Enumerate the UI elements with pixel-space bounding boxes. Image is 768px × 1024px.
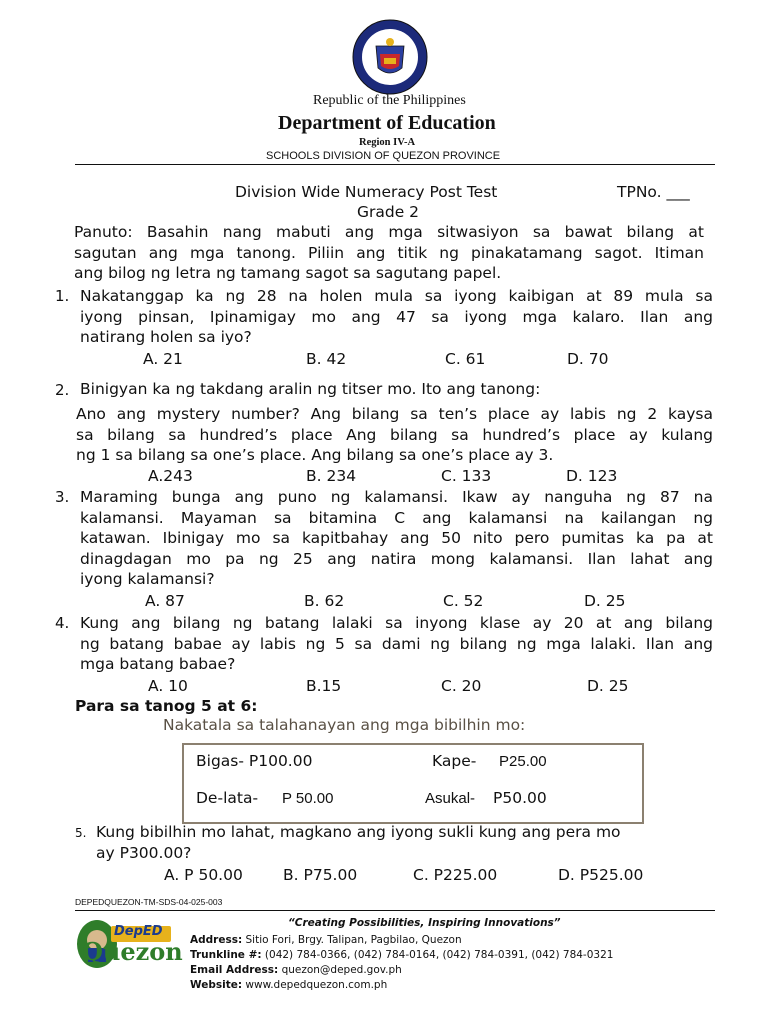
footer-website [190,978,387,993]
question-1-text [80,286,713,348]
choice-d[interactable]: D. 123 [566,467,618,485]
deped-seal-icon [351,18,429,96]
address-label: Address: [190,934,243,946]
choice-d[interactable]: D. P525.00 [558,866,644,884]
instructions-line: ang bilog ng letra ng tamang sagot sa sagutang papel. [74,264,502,282]
question-number: 4. [55,614,70,632]
footer-email [190,963,402,978]
choice-a[interactable]: A. 21 [143,350,183,368]
price-delata-label: De-lata- [196,789,259,807]
department-heading: Department of Education [278,112,496,134]
address-value: Sitio Fori, Brgy. Talipan, Pagbilao, Quezon [245,934,462,946]
question-line: Binigyan ka ng takdang aralin ng titser mo. Ito ang tanong: [80,380,541,398]
question-line: mga batang babae? [80,655,236,673]
price-kape-label: Kape- [432,752,477,770]
price-bigas: Bigas- P100.00 [196,752,313,770]
choice-c[interactable]: C. 133 [441,467,492,485]
email-label: Email Address: [190,964,279,976]
question-line: iyong kalamansi? [80,570,215,588]
question-4-text [80,613,713,675]
table-caption: Nakatala sa talahanayan ang mga bibilhin mo: [163,716,526,734]
logo-text-top: DepED [114,924,163,939]
question-line: natirang holen sa iyo? [80,328,252,346]
choice-b[interactable]: B. 234 [306,467,357,485]
question-line: kalamansi. Mayaman sa bitamina C ang kalamansi na kailangan ng [80,508,713,527]
choice-a[interactable]: A. 10 [148,677,188,695]
question-line: Nakatanggap ka ng 28 na holen mula sa iyong kaibigan at 89 mula sa [80,287,713,305]
question-line: ng batang babae ay labis ng 5 sa dami ng bilang ng mga lalaki. Ilan ang [80,634,713,653]
choice-c[interactable]: C. P225.00 [413,866,498,884]
header-rule [75,164,715,165]
price-kape-value: P25.00 [499,753,547,770]
website-value[interactable]: www.depedquezon.com.ph [245,979,388,991]
choice-c[interactable]: C. 52 [443,592,484,610]
choice-b[interactable]: B.15 [306,677,342,695]
section-heading: Para sa tanog 5 at 6: [75,697,258,715]
choice-b[interactable]: B. 62 [304,592,345,610]
question-number: 2. [55,381,70,399]
choice-d[interactable]: D. 25 [587,677,629,695]
trunkline-value: (042) 784-0366, (042) 784-0164, (042) 784-0391, (042) 784-0321 [264,949,614,961]
region-heading: Region IV-A [359,137,416,148]
question-line: iyong pinsan, Ipinamigay mo ang 47 sa iyong mga kalaro. Ilan ang [80,307,713,326]
question-line: Maraming bunga ang puno ng kalamansi. Ikaw ay nanguha ng 87 na [80,488,713,506]
instructions-line: Panuto: Basahin nang mabuti ang mga sitwasiyon sa bawat bilang at [74,223,704,241]
choice-a[interactable]: A. 87 [145,592,185,610]
footer-trunkline [190,948,613,963]
question-line: Kung ang bilang ng batang lalaki sa inyong klase ay 20 at ang bilang [80,614,713,632]
motto: “Creating Possibilities, Inspiring Innovations” [288,917,561,929]
footer-address [190,933,462,948]
choice-a[interactable]: A.243 [148,467,193,485]
logo-text-bottom: Quezon [82,937,183,966]
question-3-text [80,487,713,590]
question-2-text [76,404,713,466]
website-label: Website: [190,979,243,991]
division-heading: SCHOOLS DIVISION OF QUEZON PROVINCE [266,150,501,162]
question-line: Kung bibilhin mo lahat, magkano ang iyong sukli kung ang pera mo [96,823,621,841]
question-line: sa bilang sa hundred’s place Ang bilang sa hundred’s place ay kulang [76,425,713,444]
trunkline-label: Trunkline #: [190,949,262,961]
republic-heading: Republic of the Philippines [313,93,466,108]
question-number: 1. [55,287,70,305]
grade-label: Grade 2 [357,203,420,221]
instructions-line: sagutan ang mga tanong. Piliin ang titik ng pinakatamang sagot. Itiman [74,243,704,262]
tpno-field: TPNo. ___ [617,183,690,201]
instructions [74,222,704,284]
choice-a[interactable]: A. P 50.00 [164,866,243,884]
price-delata-value: P 50.00 [282,790,334,807]
test-title: Division Wide Numeracy Post Test [235,183,498,201]
question-line: dinagdagan mo pa ng 25 ang natira mong kalamansi. Ilan lahat ang [80,549,713,568]
choice-d[interactable]: D. 25 [584,592,626,610]
document-code: DEPEDQUEZON-TM-SDS-04-025-003 [75,897,223,907]
choice-b[interactable]: B. 42 [306,350,347,368]
question-number: 5. [75,826,87,840]
price-asukal-label: Asukal- [425,790,476,807]
question-line: ay P300.00? [96,844,192,862]
choice-c[interactable]: C. 61 [445,350,486,368]
question-line: ng 1 sa bilang sa one’s place. Ang bilang sa one’s place ay 3. [76,446,554,464]
question-line: Ano ang mystery number? Ang bilang sa ten’s place ay labis ng 2 kaysa [76,405,713,423]
question-line: katawan. Ibinigay mo sa kapitbahay ang 50 nito pero pumitas ka pa at [80,529,713,547]
price-asukal-value: P50.00 [493,789,547,807]
email-value[interactable]: quezon@deped.gov.ph [281,964,402,976]
choice-c[interactable]: C. 20 [441,677,482,695]
footer-rule [75,910,715,911]
choice-b[interactable]: B. P75.00 [283,866,358,884]
choice-d[interactable]: D. 70 [567,350,609,368]
question-number: 3. [55,488,70,506]
